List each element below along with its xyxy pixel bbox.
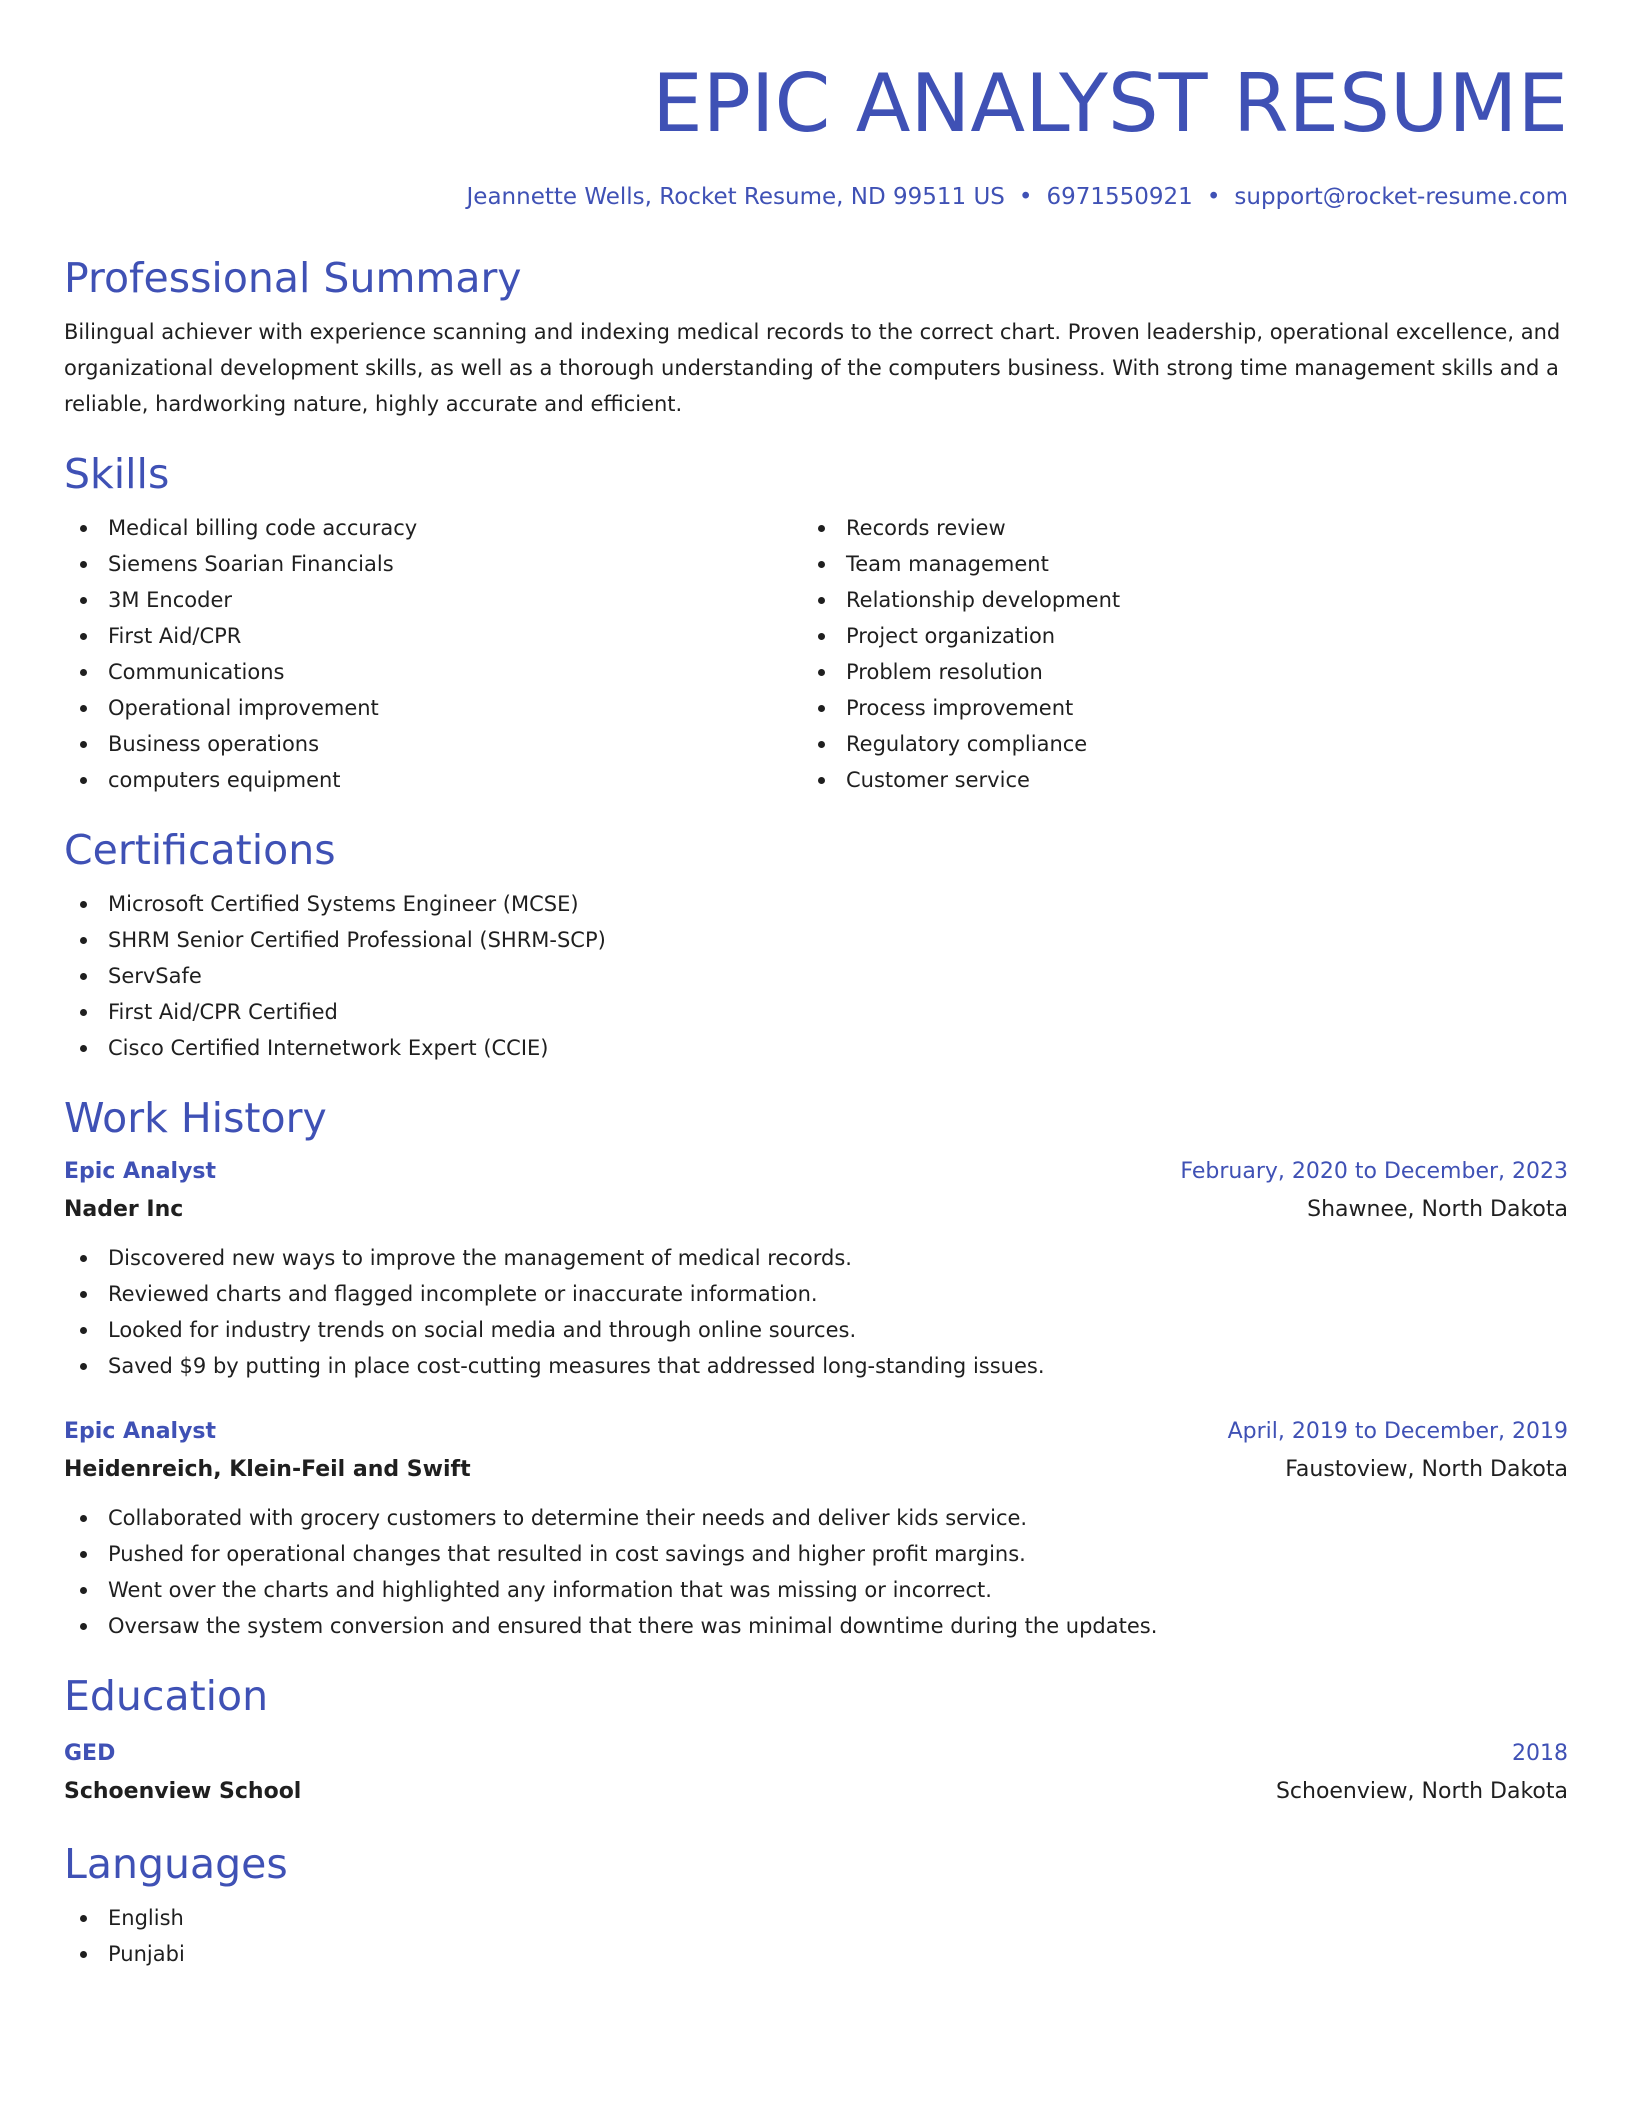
list-item: SHRM Senior Certified Professional (SHRM-SCP) (64, 922, 1568, 958)
languages-list (64, 1900, 1568, 1972)
skills-column-left (64, 510, 802, 798)
list-item: Discovered new ways to improve the management of medical records. (64, 1240, 1568, 1276)
list-item: Team management (802, 546, 1540, 582)
job-company: Heidenreich, Klein-Feil and Swift (64, 1457, 471, 1482)
list-item: Records review (802, 510, 1540, 546)
contact-separator: • (1206, 184, 1221, 210)
job-entry (64, 1154, 1568, 1384)
list-item: Regulatory compliance (802, 726, 1540, 762)
skills-grid (64, 510, 1568, 798)
education-entry (64, 1736, 1568, 1812)
skills-section (64, 448, 1568, 798)
job-location: Shawnee, North Dakota (1307, 1197, 1568, 1222)
list-item: First Aid/CPR (64, 618, 802, 654)
job-company: Nader Inc (64, 1197, 184, 1222)
list-item: ServSafe (64, 958, 1568, 994)
contact-email[interactable]: support@rocket-resume.com (1234, 184, 1568, 210)
list-item: First Aid/CPR Certified (64, 994, 1568, 1030)
list-item: Relationship development (802, 582, 1540, 618)
job-company-row (64, 1450, 1568, 1490)
list-item: Process improvement (802, 690, 1540, 726)
contact-line (64, 182, 1568, 212)
list-item: Customer service (802, 762, 1540, 798)
summary-heading: Professional Summary (64, 254, 522, 302)
skills-heading: Skills (64, 450, 170, 498)
education-year: 2018 (1512, 1741, 1568, 1766)
job-dates: April, 2019 to December, 2019 (1227, 1419, 1568, 1444)
job-dates: February, 2020 to December, 2023 (1180, 1159, 1568, 1184)
list-item: Looked for industry trends on social media and through online sources. (64, 1312, 1568, 1348)
job-title-row (64, 1154, 1568, 1190)
list-item: Cisco Certified Internetwork Expert (CCIE) (64, 1030, 1568, 1066)
list-item: Went over the charts and highlighted any information that was missing or incorrect. (64, 1572, 1568, 1608)
certifications-heading: Certifications (64, 826, 336, 874)
resume-header (64, 56, 1568, 212)
list-item: Oversaw the system conversion and ensured that there was minimal downtime during the updates. (64, 1608, 1568, 1644)
list-item: English (64, 1900, 1568, 1936)
job-duties-list (64, 1500, 1568, 1644)
education-school-row (64, 1772, 1568, 1812)
job-location: Faustoview, North Dakota (1285, 1457, 1568, 1482)
summary-text: Bilingual achiever with experience scanning and indexing medical records to the correct chart. Proven leadership, operational excellence, and organizational development skills, as well as a thorough understanding of the computers business. With strong time management skills and a reliable, hardworking nature, highly accurate and efficient. (64, 320, 1561, 416)
skills-list-left (64, 510, 802, 798)
education-degree: GED (64, 1741, 116, 1766)
list-item: Collaborated with grocery customers to determine their needs and deliver kids service. (64, 1500, 1568, 1536)
certifications-list (64, 886, 1568, 1066)
summary-section (64, 252, 1568, 422)
list-item: computers equipment (64, 762, 802, 798)
education-heading: Education (64, 1672, 269, 1720)
contact-separator: • (1018, 184, 1033, 210)
education-location: Schoenview, North Dakota (1275, 1779, 1568, 1804)
list-item: Medical billing code accuracy (64, 510, 802, 546)
education-section (64, 1670, 1568, 1812)
job-entry (64, 1414, 1568, 1644)
list-item: Business operations (64, 726, 802, 762)
contact-address: Jeannette Wells, Rocket Resume, ND 99511 US (466, 184, 1005, 210)
education-school: Schoenview School (64, 1779, 302, 1804)
list-item: Pushed for operational changes that resulted in cost savings and higher profit margins. (64, 1536, 1568, 1572)
list-item: Reviewed charts and flagged incomplete or inaccurate information. (64, 1276, 1568, 1312)
work-history-heading: Work History (64, 1094, 327, 1142)
list-item: Problem resolution (802, 654, 1540, 690)
list-item: Punjabi (64, 1936, 1568, 1972)
education-degree-row (64, 1736, 1568, 1772)
list-item: Operational improvement (64, 690, 802, 726)
work-history-section (64, 1092, 1568, 1644)
job-duties-list (64, 1240, 1568, 1384)
job-title: Epic Analyst (64, 1159, 217, 1184)
list-item: Microsoft Certified Systems Engineer (MCSE) (64, 886, 1568, 922)
skills-column-right (802, 510, 1540, 798)
list-item: 3M Encoder (64, 582, 802, 618)
resume-title: EPIC ANALYST RESUME (652, 57, 1568, 150)
job-title: Epic Analyst (64, 1419, 217, 1444)
list-item: Communications (64, 654, 802, 690)
job-company-row (64, 1190, 1568, 1230)
skills-list-right (802, 510, 1540, 798)
contact-phone[interactable]: 6971550921 (1046, 184, 1193, 210)
job-title-row (64, 1414, 1568, 1450)
list-item: Siemens Soarian Financials (64, 546, 802, 582)
certifications-section (64, 824, 1568, 1066)
list-item: Saved $9 by putting in place cost-cutting measures that addressed long-standing issues. (64, 1348, 1568, 1384)
languages-section (64, 1838, 1568, 1972)
list-item: Project organization (802, 618, 1540, 654)
languages-heading: Languages (64, 1840, 288, 1888)
